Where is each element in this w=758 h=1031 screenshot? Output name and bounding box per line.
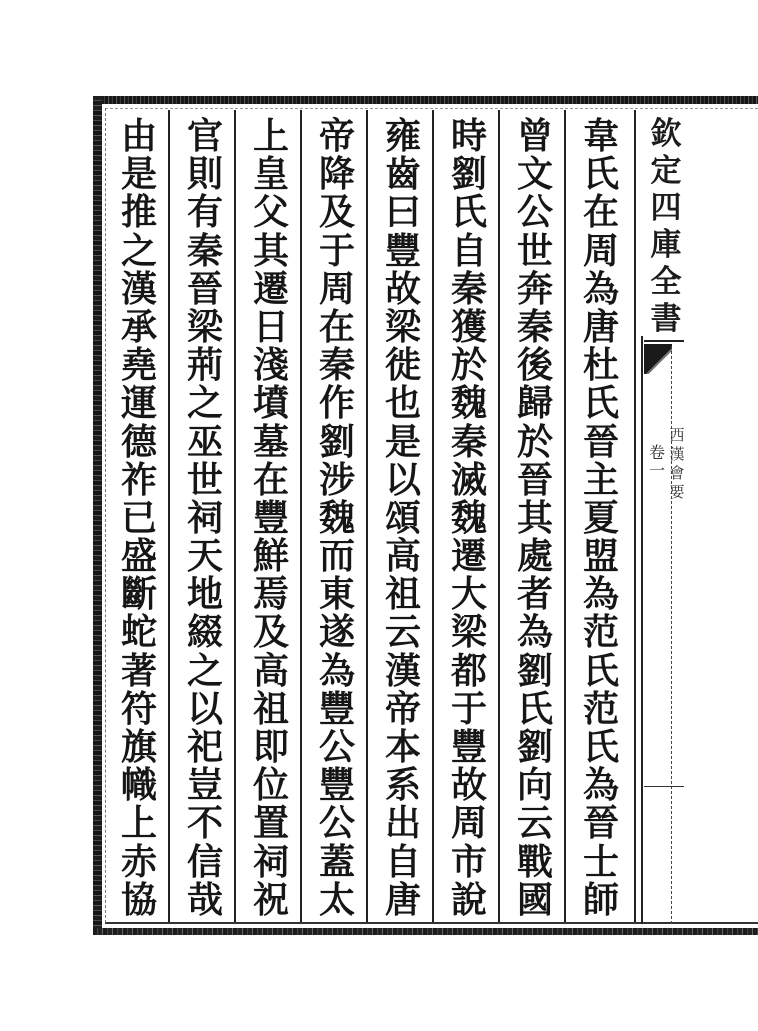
character: 有 [186, 191, 223, 234]
margin-tick [644, 786, 684, 787]
character: 涉 [318, 458, 355, 501]
character: 向 [516, 764, 553, 807]
character: 地 [186, 573, 223, 616]
character: 則 [186, 153, 223, 196]
character: 氏 [516, 687, 553, 730]
character: 雍 [384, 115, 421, 157]
text-column-3 [441, 115, 497, 921]
character: 以 [384, 458, 421, 501]
character: 為 [582, 267, 619, 310]
text-column-5 [309, 115, 365, 921]
character: 劉 [450, 153, 487, 196]
character: 祠 [186, 496, 223, 539]
character: 唐 [384, 878, 421, 921]
character: 高 [384, 535, 421, 578]
character: 曾 [516, 115, 553, 157]
character: 周 [318, 267, 355, 310]
character: 為 [582, 764, 619, 807]
character: 范 [582, 611, 619, 654]
character: 及 [318, 191, 355, 234]
character: 故 [450, 764, 487, 807]
character: 荊 [186, 344, 223, 387]
character: 晉 [582, 802, 619, 845]
column-rule [366, 110, 368, 922]
character: 劉 [516, 649, 553, 692]
character: 墳 [252, 382, 289, 425]
character: 豐 [450, 726, 487, 768]
column-rule [498, 110, 500, 922]
character: 哉 [186, 878, 223, 921]
character: 為 [516, 611, 553, 654]
character: 市 [450, 840, 487, 883]
character: 承 [120, 305, 157, 348]
character: 豐 [252, 496, 289, 539]
character: 梁 [186, 305, 223, 348]
character: 遂 [318, 611, 355, 654]
volume-label: 卷 一 [648, 443, 665, 480]
character: 系 [384, 764, 421, 807]
character: 杜 [582, 344, 619, 387]
character: 運 [120, 382, 157, 425]
character: 為 [582, 573, 619, 616]
character: 處 [516, 535, 553, 578]
character: 漢 [384, 649, 421, 692]
character: 之 [120, 229, 157, 272]
column-rule [432, 110, 434, 922]
character: 者 [516, 573, 553, 616]
book-page [93, 96, 758, 936]
character: 曰 [384, 191, 421, 234]
character: 本 [384, 726, 421, 768]
character: 魏 [450, 496, 487, 539]
character: 文 [516, 153, 553, 196]
character: 豈 [186, 764, 223, 807]
character: 在 [318, 305, 355, 348]
character: 氏 [582, 153, 619, 196]
character: 豐 [318, 764, 355, 807]
character: 由 [120, 115, 157, 157]
character: 主 [582, 458, 619, 501]
character: 日 [252, 305, 289, 348]
character: 魏 [318, 496, 355, 539]
character: 遷 [450, 535, 487, 578]
character: 帝 [318, 115, 355, 157]
character: 于 [450, 687, 487, 730]
character: 在 [582, 191, 619, 234]
character: 魏 [450, 382, 487, 425]
character: 其 [516, 496, 553, 539]
character: 協 [120, 878, 157, 921]
character: 秦 [450, 420, 487, 463]
character: 也 [384, 382, 421, 425]
character: 獲 [450, 305, 487, 348]
character: 即 [252, 726, 289, 768]
character: 夏 [582, 496, 619, 539]
character: 自 [384, 840, 421, 883]
series-title: 欽 定 四 庫 全 書 [650, 116, 682, 337]
character: 祚 [120, 458, 157, 501]
character: 蛇 [120, 611, 157, 654]
character: 而 [318, 535, 355, 578]
character: 在 [252, 458, 289, 501]
character: 德 [120, 420, 157, 463]
character: 韋 [582, 115, 619, 157]
character: 高 [252, 649, 289, 692]
character: 梁 [450, 611, 487, 654]
character: 盟 [582, 535, 619, 578]
character: 劉 [516, 726, 553, 768]
character: 赤 [120, 840, 157, 883]
character: 豐 [318, 687, 355, 730]
page-frame-left [93, 96, 102, 935]
character: 帝 [384, 687, 421, 730]
character: 周 [450, 802, 487, 845]
character: 幟 [120, 764, 157, 807]
fishtail-divider [644, 340, 684, 342]
character: 推 [120, 191, 157, 234]
character: 士 [582, 840, 619, 883]
character: 淺 [252, 344, 289, 387]
column-rule [564, 110, 566, 922]
character: 降 [318, 153, 355, 196]
character: 時 [450, 115, 487, 157]
character: 太 [318, 878, 355, 921]
text-column-2 [507, 115, 563, 921]
character: 出 [384, 802, 421, 845]
column-rule [300, 110, 302, 922]
character: 氏 [450, 191, 487, 234]
character: 著 [120, 649, 157, 692]
character: 漢 [120, 267, 157, 310]
page-frame-bottom [93, 928, 758, 935]
character: 云 [384, 611, 421, 654]
character: 上 [252, 115, 289, 157]
character: 皇 [252, 153, 289, 196]
character: 劉 [318, 420, 355, 463]
character: 巫 [186, 420, 223, 463]
character: 官 [186, 115, 223, 157]
character: 秦 [450, 267, 487, 310]
character: 焉 [252, 573, 289, 616]
character: 之 [186, 649, 223, 692]
character: 晉 [582, 420, 619, 463]
character: 為 [318, 649, 355, 692]
character: 氏 [582, 382, 619, 425]
character: 秦 [516, 305, 553, 348]
character: 位 [252, 764, 289, 807]
character: 以 [186, 687, 223, 730]
character: 秦 [186, 229, 223, 272]
character: 是 [384, 420, 421, 463]
character: 堯 [120, 344, 157, 387]
character: 范 [582, 687, 619, 730]
character: 奔 [516, 267, 553, 310]
character: 鮮 [252, 535, 289, 578]
page-margin-strip [636, 104, 758, 924]
text-column-6 [243, 115, 299, 921]
character: 公 [516, 191, 553, 234]
character: 斷 [120, 573, 157, 616]
character: 大 [450, 573, 487, 616]
character: 戰 [516, 840, 553, 883]
character: 墓 [252, 420, 289, 463]
text-column-7 [177, 115, 233, 921]
character: 之 [186, 382, 223, 425]
column-rule [234, 110, 236, 922]
character: 其 [252, 229, 289, 272]
character: 徙 [384, 344, 421, 387]
character: 已 [120, 496, 157, 539]
text-column-4 [375, 115, 431, 921]
character: 周 [582, 229, 619, 272]
character: 于 [318, 229, 355, 272]
text-column-8 [111, 115, 167, 921]
character: 於 [450, 344, 487, 387]
character: 上 [120, 802, 157, 845]
character: 齒 [384, 153, 421, 196]
character: 唐 [582, 305, 619, 348]
character: 晉 [516, 458, 553, 501]
character: 祝 [252, 878, 289, 921]
character: 公 [318, 726, 355, 768]
character: 綴 [186, 611, 223, 654]
character: 秦 [318, 344, 355, 387]
inner-frame-left [105, 108, 107, 923]
character: 氏 [582, 649, 619, 692]
page-frame-top [93, 96, 758, 104]
character: 歸 [516, 382, 553, 425]
character: 晉 [186, 267, 223, 310]
character: 豐 [384, 229, 421, 272]
fishtail-mark-icon [644, 344, 672, 374]
character: 蓋 [318, 840, 355, 883]
character: 作 [318, 382, 355, 425]
character: 師 [582, 878, 619, 921]
column-rule [168, 110, 170, 922]
character: 旗 [120, 726, 157, 768]
character: 世 [186, 458, 223, 501]
margin-rule-solid [641, 336, 643, 924]
character: 祀 [186, 726, 223, 768]
character: 於 [516, 420, 553, 463]
character: 東 [318, 573, 355, 616]
character: 說 [450, 878, 487, 921]
character: 祠 [252, 840, 289, 883]
character: 都 [450, 649, 487, 692]
character: 自 [450, 229, 487, 272]
character: 云 [516, 802, 553, 845]
character: 梁 [384, 305, 421, 348]
character: 頌 [384, 496, 421, 539]
character: 氏 [582, 726, 619, 768]
book-title: 西 漢 會 要 [669, 426, 685, 501]
character: 祖 [252, 687, 289, 730]
character: 世 [516, 229, 553, 272]
character: 遷 [252, 267, 289, 310]
character: 及 [252, 611, 289, 654]
character: 故 [384, 267, 421, 310]
character: 天 [186, 535, 223, 578]
character: 父 [252, 191, 289, 234]
character: 是 [120, 153, 157, 196]
character: 後 [516, 344, 553, 387]
text-column-1 [573, 115, 629, 921]
character: 公 [318, 802, 355, 845]
character: 滅 [450, 458, 487, 501]
character: 信 [186, 840, 223, 883]
character: 祖 [384, 573, 421, 616]
character: 符 [120, 687, 157, 730]
character: 國 [516, 878, 553, 921]
character: 置 [252, 802, 289, 845]
character: 盛 [120, 535, 157, 578]
character: 不 [186, 802, 223, 845]
